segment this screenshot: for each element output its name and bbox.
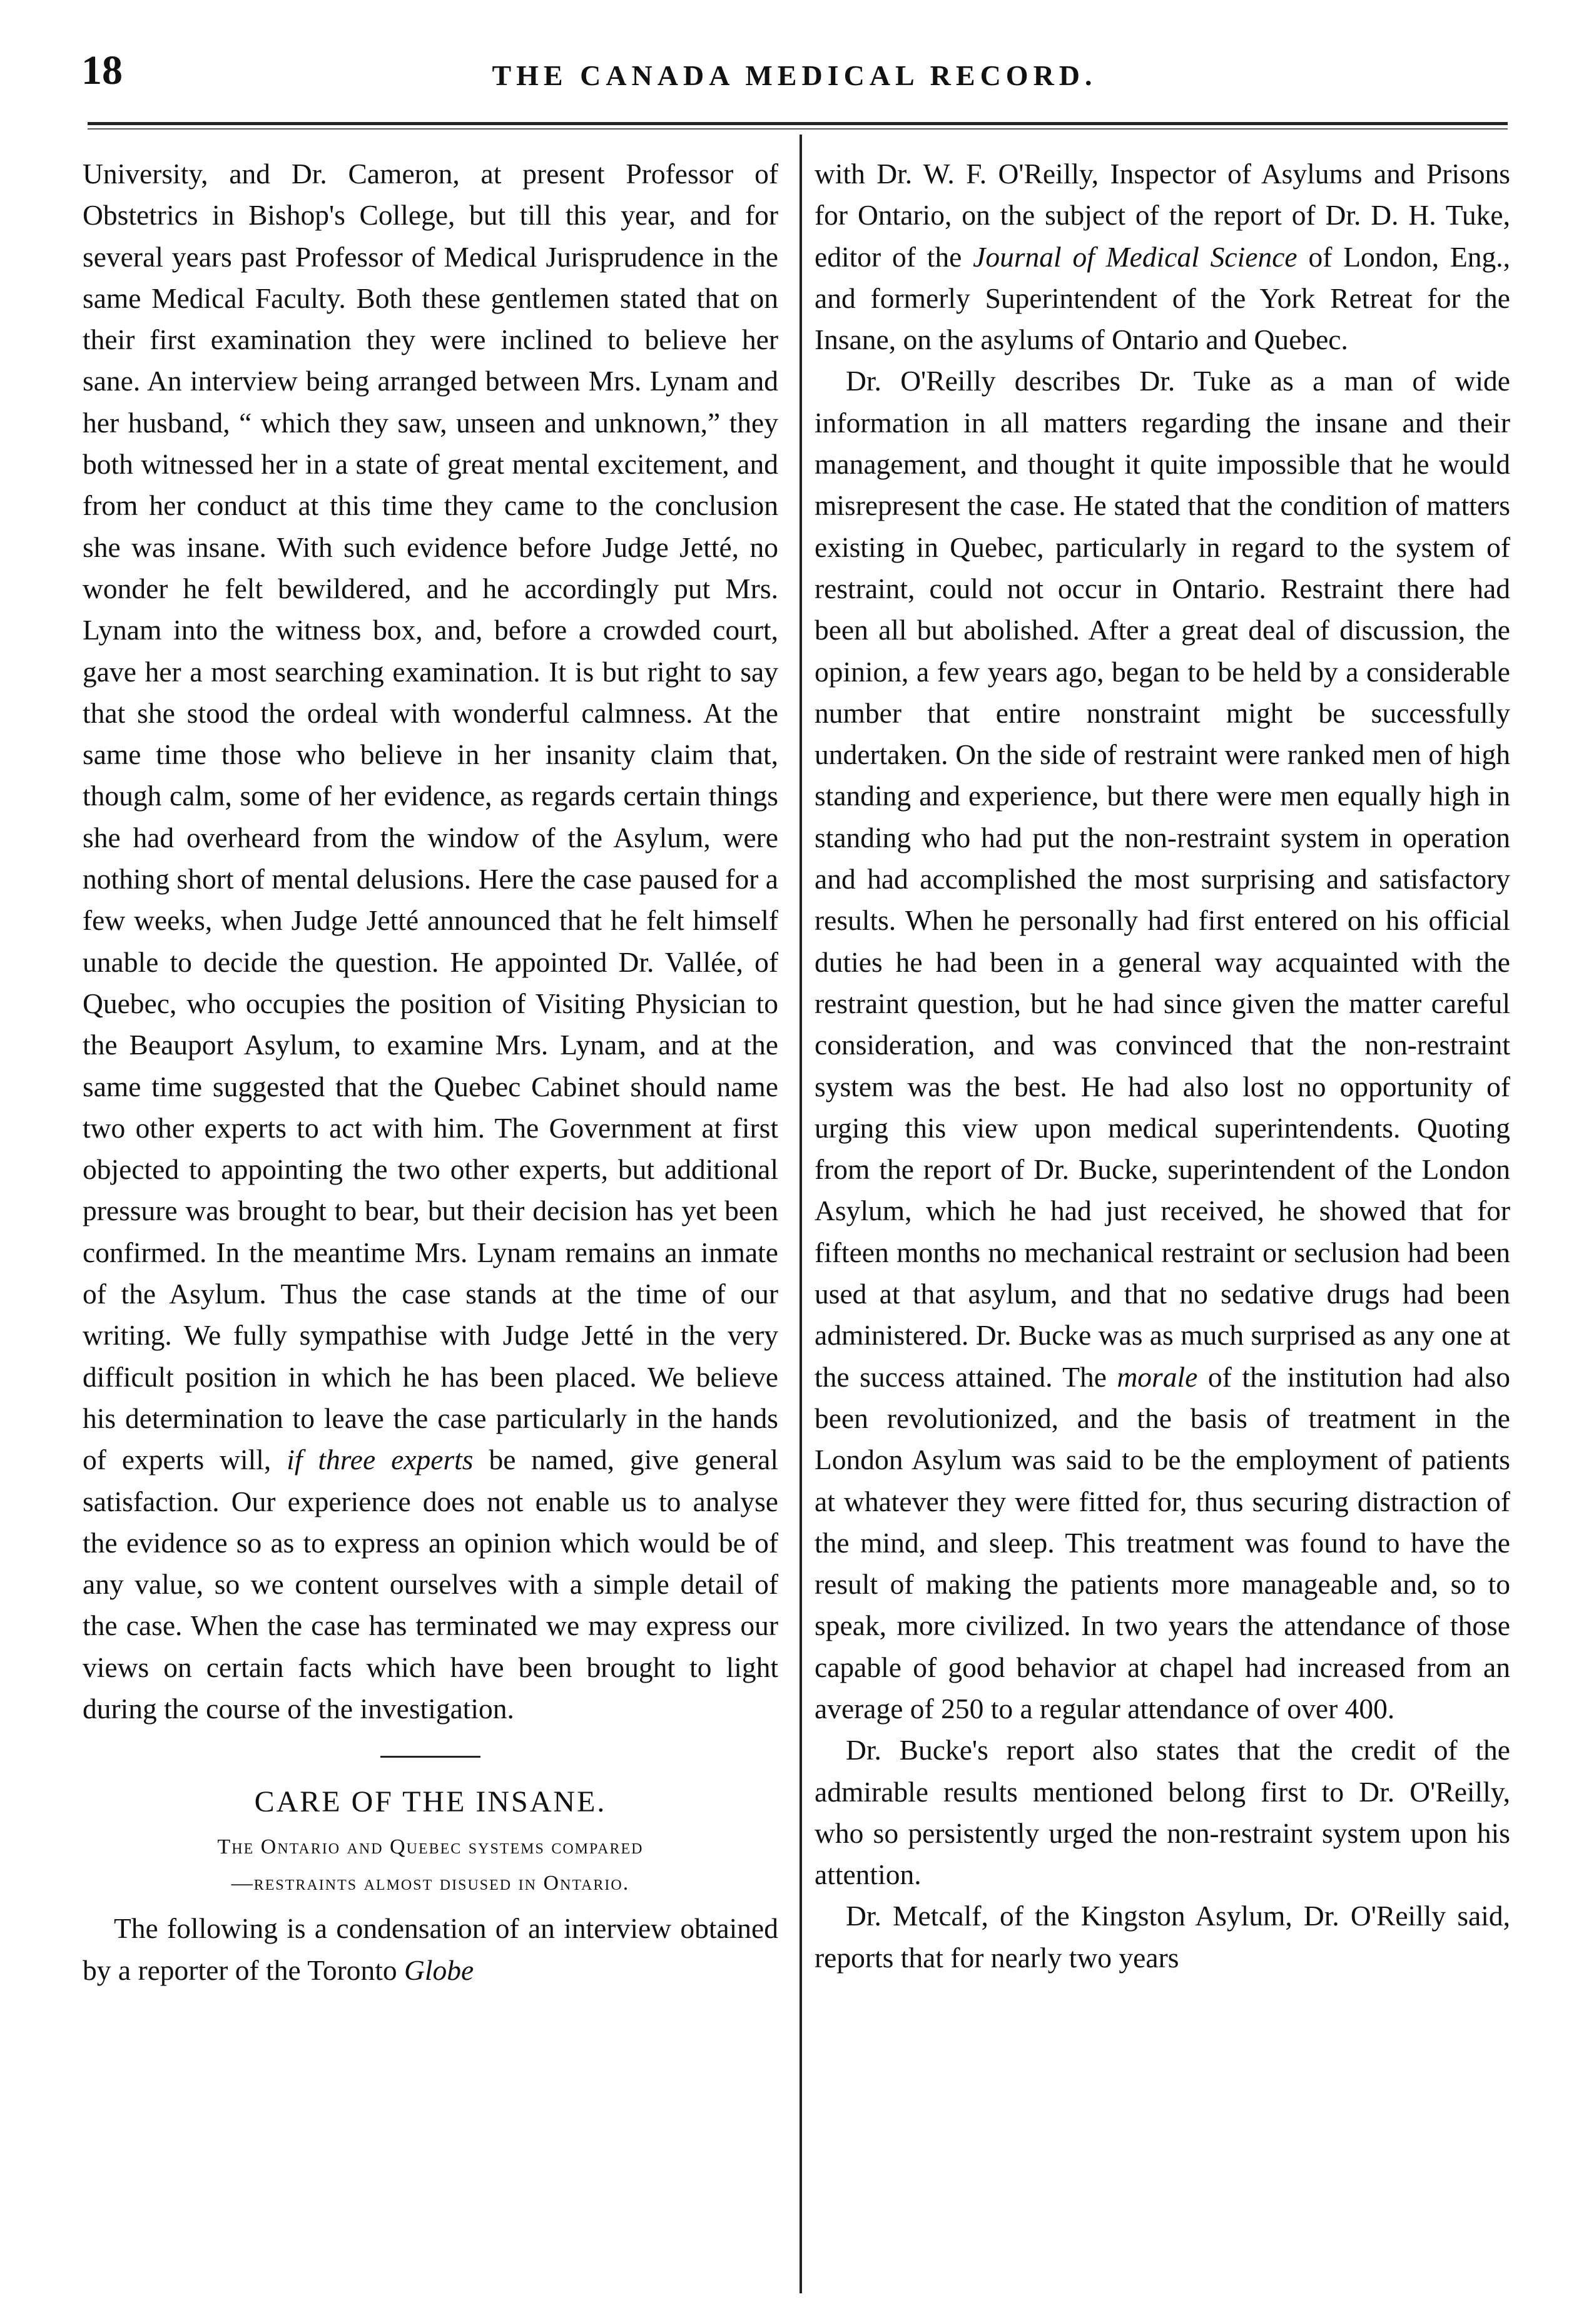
italic-word: morale bbox=[1117, 1360, 1198, 1393]
column-divider bbox=[800, 135, 802, 2293]
page-header bbox=[81, 50, 1508, 113]
header-rule bbox=[88, 122, 1508, 125]
left-paragraph-2: The following is a condensation of an interview obtained by a reporter of the Toronto Globe bbox=[83, 1912, 778, 1986]
right-paragraph-4: Dr. Metcalf, of the Kingston Asylum, Dr. O'Reilly said, reports that for nearly two years bbox=[815, 1900, 1510, 1974]
right-paragraph-3: Dr. Bucke's report also states that the credit of the admirable results mentioned belong first to Dr. O'Reilly, who so persistently urged the non-restraint system upon his attention. bbox=[815, 1734, 1510, 1891]
right-paragraph-2: Dr. O'Reilly describes Dr. Tuke as a man of wide information in all matters regarding the insane and their management, and thought it quite impossible that he would misrepresent the case. He stated that the condition of matters existing in Quebec, particularly in regard to the system of restraint, could not occur in Ontario. Restraint there had been all but abolished. After a great deal of discussion, the opinion, a few years ago, began to be held by a considerable number that entire nonstraint might be successfully undertaken. On the side of restraint were ranked men of high standing and experience, but there were men equally high in standing who had put the non-restraint system in operation and had accomplished the most surprising and satisfactory results. When he personally had first entered on his official duties he had been in a general way acquainted with the restraint question, but he had since given the matter careful consideration, and was convinced that the non-restraint system was the best. He had also lost no opportunity of urging this view upon medical superintendents. Quoting from the report of Dr. Bucke, superintendent of the London Asylum, which he had just received, he showed that for fifteen months no mechanical restraint or seclusion had been used at that asylum, and that no sedative drugs had been administered. Dr. Bucke was as much surprised as any one at the success attained. The morale of the institution had also been revolutionized, and the basis of treatment in the London Asylum was said to be the employment of patients at whatever they were fitted for, thus securing distraction of the mind, and sleep. This treatment was found to have the result of making the patients more manageable and, so to speak, more civilized. In two years the attendance of those capable of good behavior at chapel had increased from an average of 250 to a regular attendance of over 400. bbox=[815, 365, 1511, 1725]
italic-phrase: if three experts bbox=[287, 1444, 474, 1476]
page-number: 18 bbox=[81, 48, 123, 93]
right-paragraph-1: with Dr. W. F. O'Reilly, Inspector of Asylums and Prisons for Ontario, on the subject of the report of Dr. D. H. Tuke, editor of the Journal of Medical Science of London, Eng., and formerly Superintendent of the York Retreat for the Insane, on the asylums of Ontario and Quebec. bbox=[815, 158, 1510, 356]
italic-word: Globe bbox=[404, 1954, 474, 1986]
header-rule-thin bbox=[88, 128, 1508, 130]
section-separator bbox=[380, 1756, 480, 1758]
section-title: CARE OF THE INSANE. bbox=[254, 1785, 607, 1819]
right-column bbox=[815, 153, 1510, 1979]
section-subtitle: The Ontario and Quebec systems compared —restraints almost disused in Ontario. bbox=[217, 1835, 644, 1895]
left-column bbox=[83, 153, 778, 1991]
running-head: THE CANADA MEDICAL RECORD. bbox=[492, 59, 1097, 91]
italic-phrase: Journal of Medical Science bbox=[973, 240, 1297, 273]
left-paragraph-1: University, and Dr. Cameron, at present Professor of Obstetrics in Bishop's College, but till this year, and for several years past Professor of Medical Jurisprudence in the same Medical Faculty. Both these gentlemen stated that on their first examination they were inclined to believe her sane. An interview being arranged between Mrs. Lynam and her husband, “ which they saw, unseen and unknown,” they both witnessed her in a state of great mental excitement, and from her conduct at this time they came to the conclusion she was insane. With such evidence before Judge Jetté, no wonder he felt bewildered, and he accordingly put Mrs. Lynam into the witness box, and, before a crowded court, gave her a most searching examination. It is but right to say that she stood the ordeal with wonderful calmness. At the same time those who believe in her insanity claim that, though calm, some of her evidence, as regards certain things she had overheard from the window of the Asylum, were nothing short of mental delusions. Here the case paused for a few weeks, when Judge Jetté announced that he felt himself unable to decide the question. He appointed Dr. Vallée, of Quebec, who occupies the position of Visiting Physician to the Beauport Asylum, to examine Mrs. Lynam, and at the same time suggested that the Quebec Cabinet should name two other experts to act with him. The Government at first objected to appointing the two other experts, but additional pressure was brought to bear, but their decision has yet been confirmed. In the meantime Mrs. Lynam remains an inmate of the Asylum. Thus the case stands at the time of our writing. We fully sympathise with Judge Jetté in the very difficult position in which he has been placed. We believe his determination to leave the case particularly in the hands of experts will, if three experts be named, give general satisfaction. Our experience does not enable us to analyse the evidence so as to express an opinion which would be of any value, so we content ourselves with a simple detail of the case. When the case has terminated we may express our views on certain facts which have been brought to light during the course of the investigation. bbox=[83, 158, 778, 1725]
